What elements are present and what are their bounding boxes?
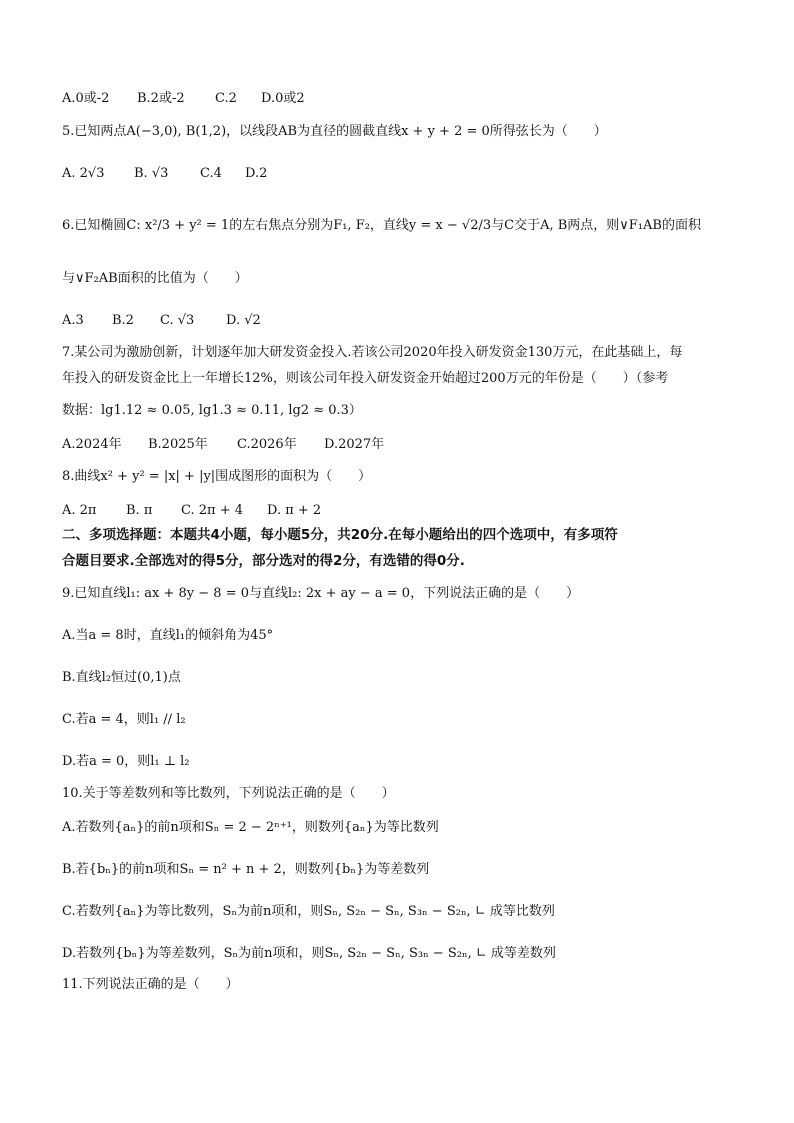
q5-option-c: C.4 [200,166,222,181]
q9-option-b: B.直线l₂恒过(0,1)点 [62,670,181,685]
q6-options [62,312,261,330]
q10-option-a: A.若数列{aₙ}的前n项和Sₙ = 2 − 2ⁿ⁺¹，则数列{aₙ}为等比数列 [62,820,439,835]
q8-option-d: D. π + 2 [267,503,322,518]
q6-stem-line1: 6.已知椭圆C: x²/3 + y² = 1的左右焦点分别为F₁, F₂，直线y = x − √2/3与C交于A, B两点，则∨F₁AB的面积 [62,218,701,233]
q7-stem-line2: 年投入的研发资金比上一年增长12%，则该公司年投入研发资金开始超过200万元的年份是（ ）（参考 [62,371,669,386]
q7-stem-line1: 7.某公司为激励创新，计划逐年加大研发资金投入.若该公司2020年投入研发资金130万元，在此基础上，每 [62,345,683,360]
q5-option-a: A. 2√3 [62,166,105,181]
q6-option-b: B.2 [112,313,134,328]
q9-stem: 9.已知直线l₁: ax + 8y − 8 = 0与直线l₂: 2x + ay − a = 0，下列说法正确的是（ ） [62,586,580,601]
q9-option-a: A.当a = 8时，直线l₁的倾斜角为45° [62,628,274,643]
q8-stem: 8.曲线x² + y² = |x| + |y|围成图形的面积为（ ） [62,469,372,484]
q5-stem: 5.已知两点A(−3,0), B(1,2)，以线段AB为直径的圆截直线x + y + 2 = 0所得弦长为（ ） [62,124,607,139]
q8-options [62,502,321,520]
q4-option-b: B.2或-2 [137,91,185,106]
q9-option-d: D.若a = 0，则l₁ ⊥ l₂ [62,754,190,769]
section2-heading-line1: 二、多项选择题：本题共4小题，每小题5分，共20分.在每小题给出的四个选项中，有多项符 [62,527,618,543]
q4-options [62,90,305,108]
q5-option-b: B. √3 [134,166,169,181]
q11-stem: 11.下列说法正确的是（ ） [62,977,239,992]
q7-options [62,436,384,454]
q10-option-b: B.若{bₙ}的前n项和Sₙ = n² + n + 2，则数列{bₙ}为等差数列 [62,862,430,877]
q7-option-a: A.2024年 [62,437,122,452]
q4-option-a: A.0或-2 [62,91,110,106]
q10-option-d: D.若数列{bₙ}为等差数列，Sₙ为前n项和，则Sₙ, S₂ₙ − Sₙ, S₃ₙ − S₂ₙ, ∟ 成等差数列 [62,946,556,961]
q9-option-c: C.若a = 4，则l₁ // l₂ [62,712,186,727]
q5-options [62,165,267,183]
q7-option-b: B.2025年 [148,437,208,452]
q7-option-c: C.2026年 [237,437,297,452]
q10-stem: 10.关于等差数列和等比数列，下列说法正确的是（ ） [62,786,395,801]
q6-option-a: A.3 [62,313,84,328]
q8-option-c: C. 2π + 4 [181,503,243,518]
q7-option-d: D.2027年 [324,437,385,452]
q4-option-d: D.0或2 [261,91,305,106]
q8-option-a: A. 2π [62,503,97,518]
q10-option-c: C.若数列{aₙ}为等比数列，Sₙ为前n项和，则Sₙ, S₂ₙ − Sₙ, S₃ₙ − S₂ₙ, ∟ 成等比数列 [62,904,555,919]
q8-option-b: B. π [126,503,153,518]
q6-option-c: C. √3 [160,313,195,328]
section2-heading-line2: 合题目要求.全部选对的得5分，部分选对的得2分，有选错的得0分. [62,553,465,569]
q5-option-d: D.2 [245,166,268,181]
q6-option-d: D. √2 [226,313,261,328]
q6-stem-line2: 与∨F₂AB面积的比值为（ ） [62,271,248,286]
q4-option-c: C.2 [215,91,237,106]
q7-stem-line3: 数据：lg1.12 ≈ 0.05, lg1.3 ≈ 0.11, lg2 ≈ 0.3） [62,403,362,418]
